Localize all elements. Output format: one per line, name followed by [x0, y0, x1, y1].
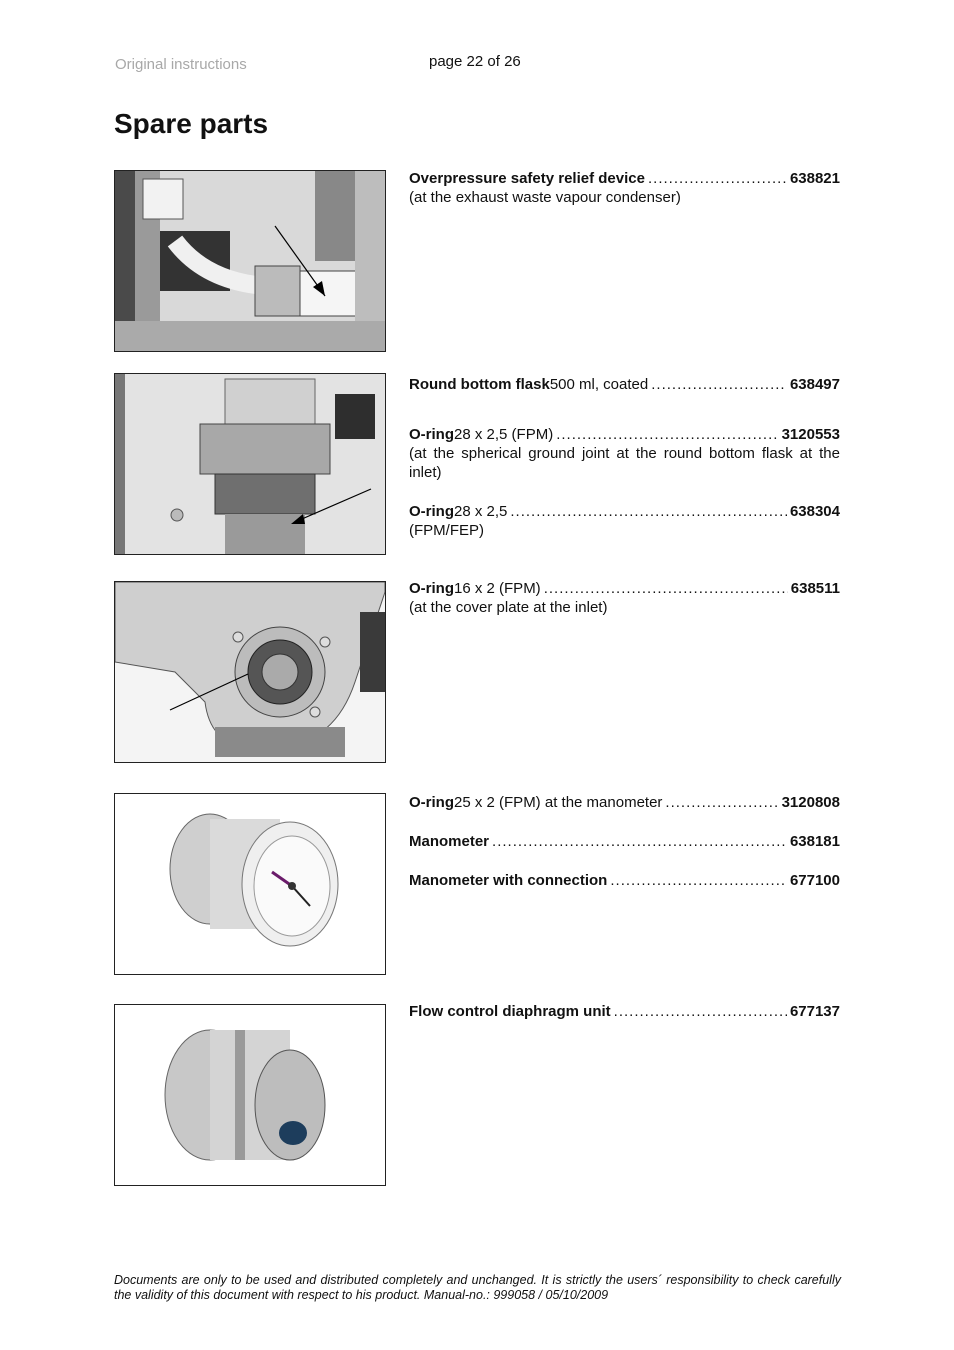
page-number: page 22 of 26: [429, 53, 521, 70]
part-note: (at the exhaust waste vapour condenser): [409, 189, 681, 206]
leader-dots: [614, 1002, 787, 1021]
part-note: (at the spherical ground joint at the round bottom flask at the inlet): [409, 445, 840, 481]
part-entry: [409, 871, 840, 890]
parts-group-3: [409, 579, 840, 617]
part-number: 677137: [789, 1003, 840, 1020]
part-number: 638511: [790, 580, 840, 597]
leader-dots: [610, 871, 787, 890]
part-spec: 28 x 2,5 (FPM): [454, 426, 554, 443]
leader-dots: [510, 502, 787, 521]
leader-dots: [544, 579, 788, 598]
parts-group-1: [409, 169, 840, 207]
part-entry: [409, 375, 840, 394]
flow-control-photo: [114, 1004, 386, 1186]
part-entry: [409, 502, 840, 540]
part-spec: 16 x 2 (FPM): [454, 580, 541, 597]
part-number: 638181: [789, 833, 840, 850]
part-name: O-ring: [409, 580, 454, 597]
part-name: Flow control diaphragm unit: [409, 1003, 611, 1020]
parts-group-4: [409, 793, 840, 890]
part-entry: [409, 169, 840, 207]
part-number: 638821: [789, 170, 840, 187]
part-name: Overpressure safety relief device: [409, 170, 645, 187]
part-entry: [409, 1002, 840, 1021]
leader-dots: [665, 793, 778, 812]
part-number: 638304: [789, 503, 840, 520]
part-name: O-ring: [409, 503, 454, 520]
leader-dots: [648, 169, 787, 188]
leader-dots: [492, 832, 787, 851]
part-number: 3120808: [781, 794, 840, 811]
part-number: 677100: [789, 872, 840, 889]
relief-valve-photo: [114, 170, 386, 352]
part-name: Manometer with connection: [409, 872, 608, 889]
part-spec: 25 x 2 (FPM) at the manometer: [454, 794, 663, 811]
leader-dots: [556, 425, 778, 444]
part-entry: [409, 579, 840, 617]
part-name: Round bottom flask: [409, 376, 550, 393]
part-note: (at the cover plate at the inlet): [409, 599, 608, 616]
part-name: O-ring: [409, 426, 454, 443]
manometer-photo: [114, 793, 386, 975]
part-number: 3120553: [781, 426, 840, 443]
part-entry: [409, 425, 840, 482]
part-entry: [409, 793, 840, 812]
page-title: Spare parts: [114, 108, 269, 139]
part-number: 638497: [789, 376, 840, 393]
footer-disclaimer: Documents are only to be used and distributed completely and unchanged. It is strictly the users´ responsibility to check carefully the validity of this document with respect to his product. Manual-no.: 999058 / 05/10/2009: [114, 1273, 841, 1302]
part-spec: 500 ml, coated: [549, 376, 649, 393]
part-name: Manometer: [409, 833, 490, 850]
part-entry: [409, 832, 840, 851]
part-name: O-ring: [409, 794, 454, 811]
cover-plate-photo: [114, 581, 386, 763]
part-spec: 28 x 2,5: [454, 503, 508, 520]
part-note: (FPM/FEP): [409, 522, 484, 539]
parts-group-5: [409, 1002, 840, 1021]
leader-dots: [651, 375, 787, 394]
header-label: Original instructions: [115, 56, 247, 73]
parts-group-2: [409, 375, 840, 540]
flask-joint-photo: [114, 373, 386, 555]
